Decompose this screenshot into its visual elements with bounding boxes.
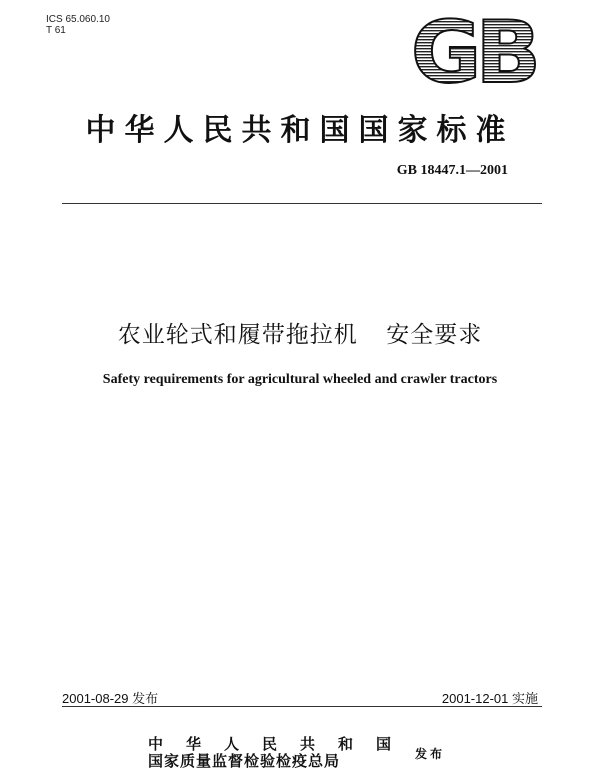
org-title: 中华人民共和国国家标准	[85, 113, 515, 148]
issue-date: 2001-08-29 发布	[62, 691, 159, 706]
ccs-code: T 61	[46, 25, 66, 36]
standard-title-cn: 农业轮式和履带拖拉机 安全要求	[117, 322, 483, 348]
standard-number: GB 18447.1—2001	[396, 163, 508, 178]
issue-word: 发布	[415, 747, 446, 761]
implementation-date: 2001-12-01 实施	[441, 691, 538, 706]
issuer-line-2: 国家质量监督检验检疫总局	[148, 752, 341, 770]
issuer-line-1: 中华人民共和国	[148, 735, 415, 753]
gb-logo-text: GB	[410, 12, 536, 92]
separator-line	[62, 203, 542, 204]
standard-title-en: Safety requirements for agricultural wheeled and crawler tractors	[102, 372, 498, 387]
date-separator-line	[62, 706, 542, 707]
gb-logo	[398, 12, 548, 92]
ics-code: ICS 65.060.10	[46, 14, 110, 25]
issuer-block	[148, 736, 414, 770]
